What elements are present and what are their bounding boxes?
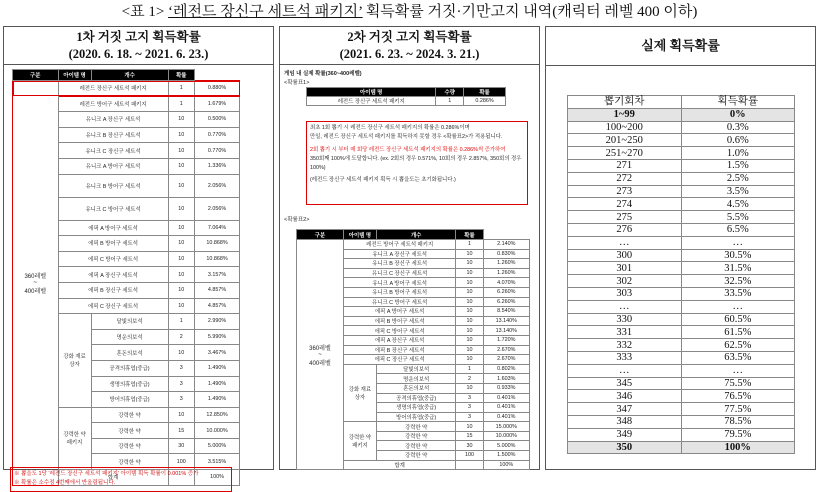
panel-second-false-notice xyxy=(279,26,540,470)
item-count: 10 xyxy=(456,345,483,355)
item-prob: 0.401% xyxy=(483,403,529,413)
title-prefix: <표 1> xyxy=(121,4,169,20)
item-count: 3 xyxy=(168,360,194,376)
table-row xyxy=(297,240,530,250)
acquire-prob: 31.5% xyxy=(681,262,795,275)
item-name: 생명의휴엽(중급) xyxy=(91,376,168,392)
item-name: 강력한 약 xyxy=(91,407,168,423)
mini-table-header xyxy=(307,88,506,97)
item-count: 30 xyxy=(456,441,483,451)
item-name: 강력한 약 xyxy=(376,441,455,451)
panel2-subtitle: 게임 내 실제 확률(360~400레벨) xyxy=(284,71,362,77)
item-prob: 3.467% xyxy=(195,345,240,361)
item-prob: 6.260% xyxy=(483,297,529,307)
item-name: 에픽 B 방어구 세트석 xyxy=(343,316,455,326)
panel2-label2: <확률표2> xyxy=(284,217,310,223)
draw-round: 350 xyxy=(568,441,682,454)
item-count: 10 xyxy=(456,422,483,432)
panel2-heading: 2차 거짓 고지 획득확률 xyxy=(347,30,472,44)
table-header xyxy=(13,70,240,81)
item-prob: 1.336% xyxy=(195,158,240,174)
item-prob: 2.670% xyxy=(483,355,529,365)
header-item: 아이템 명 xyxy=(58,70,91,81)
total-label: 합계 xyxy=(58,470,168,486)
box-line5: (레전드 장신구 세트석 패키지 획득 시 뽑을도는 초기화됩니다.) xyxy=(310,177,456,183)
item-prob: 2.670% xyxy=(483,345,529,355)
item-prob: 0.770% xyxy=(195,127,240,143)
panel1-heading: 1차 거짓 고지 획득확률 xyxy=(76,30,201,44)
item-count: 2 xyxy=(168,329,194,345)
header-item: 아이템 명 xyxy=(343,230,376,240)
draw-round: 346 xyxy=(568,390,682,403)
mini-table-row xyxy=(307,97,506,106)
acquire-prob: 79.5% xyxy=(681,428,795,441)
item-count: 10 xyxy=(168,220,194,236)
table-row xyxy=(568,159,795,172)
item-prob: 0.933% xyxy=(483,383,529,393)
item-count: 10 xyxy=(168,282,194,298)
item-count: 1 xyxy=(456,364,483,374)
item-prob: 0.802% xyxy=(483,364,529,374)
draw-round: 275 xyxy=(568,211,682,224)
item-name: 강력한 약 xyxy=(376,431,455,441)
mini-header-prob: 확률 xyxy=(464,88,506,97)
item-prob: 4.857% xyxy=(195,298,240,314)
item-count: 1 xyxy=(168,81,194,97)
item-prob: 7.064% xyxy=(195,220,240,236)
item-name: 강력한 약 xyxy=(91,423,168,439)
panel-actual-prob xyxy=(545,26,816,470)
item-prob: 0.770% xyxy=(195,143,240,159)
item-prob: 1.490% xyxy=(195,392,240,408)
item-prob: 13.140% xyxy=(483,316,529,326)
subgroup-label-cell: 강력한 약 패키지 xyxy=(343,422,376,460)
draw-round: 302 xyxy=(568,275,682,288)
table-row xyxy=(568,211,795,224)
item-prob: 13.140% xyxy=(483,326,529,336)
box-line1: 최초 1회 뽑기 시 레전드 장신구 세트석 패키지의 확률은 0.286%이며 xyxy=(310,125,470,131)
item-prob: 2.056% xyxy=(195,197,240,220)
item-name: 유니크 A 장신구 세트석 xyxy=(58,112,168,128)
draw-round: 347 xyxy=(568,403,682,416)
draw-round: 303 xyxy=(568,287,682,300)
acquire-prob: 100% xyxy=(681,441,795,454)
panel-first-false-notice xyxy=(3,26,274,486)
item-count: 3 xyxy=(456,393,483,403)
draw-round: 349 xyxy=(568,428,682,441)
item-count: 3 xyxy=(456,403,483,413)
table-row xyxy=(568,441,795,454)
draw-round: 300 xyxy=(568,249,682,262)
item-name: 공격의휴엽(중급) xyxy=(376,393,455,403)
acquire-prob: 1.5% xyxy=(681,159,795,172)
item-name: 유니크 C 방어구 세트석 xyxy=(58,197,168,220)
draw-round: 271 xyxy=(568,159,682,172)
item-name: 강력한 약 xyxy=(376,451,455,461)
header-group: 구분 xyxy=(297,230,344,240)
table-row xyxy=(568,339,795,352)
item-prob: 0.500% xyxy=(195,112,240,128)
item-count: 10 xyxy=(456,383,483,393)
table-row xyxy=(568,223,795,236)
item-name: 달빛의보석 xyxy=(91,314,168,330)
item-count: 10 xyxy=(456,268,483,278)
item-name: 유니크 C 방어구 세트석 xyxy=(343,297,455,307)
item-count: 1 xyxy=(168,96,194,112)
panel1-period: (2020. 6. 18. ~ 2021. 6. 23.) xyxy=(68,47,209,61)
item-name: 에픽 C 방어구 세트석 xyxy=(343,326,455,336)
draw-round: 100~200 xyxy=(568,121,682,134)
acquire-prob: 0.6% xyxy=(681,134,795,147)
item-prob: 2.140% xyxy=(483,240,529,250)
item-name: 혼돈의보석 xyxy=(376,383,455,393)
item-count: 10 xyxy=(456,355,483,365)
table-row xyxy=(568,236,795,249)
subgroup-label-cell: 강화 재료 상자 xyxy=(58,314,91,408)
item-prob: 2.990% xyxy=(195,314,240,330)
item-prob: 1.260% xyxy=(483,259,529,269)
item-prob: 5.000% xyxy=(483,441,529,451)
group-label-line: ~ xyxy=(33,279,38,286)
header-count: 개수 xyxy=(376,230,455,240)
item-prob: 1.490% xyxy=(195,376,240,392)
draw-round: … xyxy=(568,300,682,313)
header-count: 개수 xyxy=(91,70,168,81)
item-name: 유니크 B 장신구 세트석 xyxy=(58,127,168,143)
table-row xyxy=(568,390,795,403)
item-count: 1 xyxy=(168,314,194,330)
item-count: 10 xyxy=(168,197,194,220)
panel2-label1: <확률표1> xyxy=(284,80,310,86)
item-count: 10 xyxy=(168,251,194,267)
item-count: 10 xyxy=(456,335,483,345)
item-name: 공격의휴엽(중급) xyxy=(91,360,168,376)
item-count: 10 xyxy=(456,287,483,297)
item-name: 유니크 A 장신구 세트석 xyxy=(343,249,455,259)
draw-round: 345 xyxy=(568,377,682,390)
item-count: 15 xyxy=(456,431,483,441)
table-row xyxy=(568,377,795,390)
item-count: 10 xyxy=(168,345,194,361)
item-count: 3 xyxy=(456,412,483,422)
table-row xyxy=(568,364,795,377)
item-prob: 3.157% xyxy=(195,267,240,283)
table-row xyxy=(568,108,795,121)
acquire-prob: 0% xyxy=(681,108,795,121)
table-row xyxy=(568,121,795,134)
panel1-header xyxy=(4,27,273,65)
item-count: 100 xyxy=(456,451,483,461)
item-name: 혼돈의보석 xyxy=(91,345,168,361)
item-prob: 10.868% xyxy=(195,236,240,252)
table-row xyxy=(568,172,795,185)
group-label-cell xyxy=(13,81,59,486)
table-row xyxy=(568,415,795,428)
item-name: 레전드 방어구 세트석 패키지 xyxy=(343,240,455,250)
item-count: 3 xyxy=(168,392,194,408)
item-name: 유니크 B 방어구 세트석 xyxy=(343,287,455,297)
acquire-prob: 76.5% xyxy=(681,390,795,403)
title-suffix: 획득확률 거짓·기만고지 내역(캐릭터 레벨 400 이하) xyxy=(362,4,698,20)
table-row xyxy=(568,428,795,441)
acquire-prob: 2.5% xyxy=(681,172,795,185)
item-name: 에픽 C 장신구 세트석 xyxy=(343,355,455,365)
item-name: 유니크 C 장신구 세트석 xyxy=(58,143,168,159)
group-label-line: 360레벨 xyxy=(24,273,47,280)
acquire-prob: … xyxy=(681,300,795,313)
table-row xyxy=(568,249,795,262)
table-row xyxy=(568,275,795,288)
total-prob: 100% xyxy=(195,470,240,486)
table-row xyxy=(568,147,795,160)
mini-header-item: 아이템 명 xyxy=(307,88,436,97)
item-prob: 15.000% xyxy=(483,422,529,432)
table-row xyxy=(568,262,795,275)
draw-round: 251~270 xyxy=(568,147,682,160)
item-prob: 1.720% xyxy=(483,335,529,345)
acquire-prob: 6.5% xyxy=(681,223,795,236)
item-prob: 1.490% xyxy=(195,360,240,376)
item-name: 에픽 C 방어구 세트석 xyxy=(58,251,168,267)
draw-round: 348 xyxy=(568,415,682,428)
table-row xyxy=(568,313,795,326)
panel3-heading: 실제 획득확률 xyxy=(546,27,815,66)
item-count: 10 xyxy=(456,259,483,269)
item-count: 10 xyxy=(456,307,483,317)
item-count: 10 xyxy=(456,316,483,326)
item-prob: 0.401% xyxy=(483,412,529,422)
item-count: 10 xyxy=(168,143,194,159)
total-label: 합계 xyxy=(343,460,455,470)
group-label-line: 360레벨 xyxy=(309,345,331,352)
header-prob: 확률 xyxy=(168,70,194,81)
draw-round: … xyxy=(568,364,682,377)
item-count: 100 xyxy=(168,454,194,470)
item-prob: 10.000% xyxy=(195,423,240,439)
item-name: 에픽 A 장신구 세트석 xyxy=(343,335,455,345)
acquire-prob: … xyxy=(681,236,795,249)
panel1-note: ※ 뽑을도 1당 ‘레전드 장신구 세트석 패키지’ 아이템 획득 확률이 0.001% 증가 xyxy=(14,471,199,477)
panel1-note-box xyxy=(10,467,232,492)
subgroup-label-cell: 강력한 약 패키지 xyxy=(58,407,91,469)
item-prob: 0.880% xyxy=(195,81,240,97)
item-name: 강력한 약 xyxy=(91,454,168,470)
item-name: 유니크 A 방어구 세트석 xyxy=(343,278,455,288)
item-prob: 10.000% xyxy=(483,431,529,441)
item-prob: 0.401% xyxy=(483,393,529,403)
group-label-cell xyxy=(297,240,344,470)
panel2-header xyxy=(280,27,539,65)
acquire-prob: 0.3% xyxy=(681,121,795,134)
item-name: 에픽 B 방어구 세트석 xyxy=(58,236,168,252)
acquire-prob: 33.5% xyxy=(681,287,795,300)
item-count: 2 xyxy=(456,374,483,384)
draw-round: 333 xyxy=(568,351,682,364)
item-name: 강력한 약 xyxy=(376,422,455,432)
item-name: 명운의보석 xyxy=(91,329,168,345)
table-row xyxy=(568,134,795,147)
title-package-name: ‘레전드 장신구 세트석 패키지’ xyxy=(168,4,363,20)
draw-round: 301 xyxy=(568,262,682,275)
item-prob: 4.857% xyxy=(195,282,240,298)
group-label-line: 400레벨 xyxy=(309,360,331,367)
acquire-prob: 1.0% xyxy=(681,147,795,160)
panel2-prob-table xyxy=(296,229,530,470)
item-name: 유니크 B 장신구 세트석 xyxy=(343,259,455,269)
table-row xyxy=(568,326,795,339)
draw-round: 330 xyxy=(568,313,682,326)
item-name: 에픽 B 장신구 세트석 xyxy=(343,345,455,355)
header-acquire-prob: 획득확률 xyxy=(681,96,795,109)
acquire-prob: 5.5% xyxy=(681,211,795,224)
item-name: 강력한 약 xyxy=(91,438,168,454)
document-title xyxy=(0,2,819,22)
draw-round: 331 xyxy=(568,326,682,339)
draw-round: 276 xyxy=(568,223,682,236)
item-prob: 5.000% xyxy=(195,438,240,454)
item-name: 에픽 B 장신구 세트석 xyxy=(58,282,168,298)
draw-round: 274 xyxy=(568,198,682,211)
item-count: 10 xyxy=(168,236,194,252)
item-name: 유니크 A 방어구 세트석 xyxy=(58,158,168,174)
item-count: 30 xyxy=(168,438,194,454)
table-row xyxy=(568,198,795,211)
subgroup-label-cell: 강화 재료 상자 xyxy=(343,364,376,422)
draw-round: 332 xyxy=(568,339,682,352)
item-prob: 1.679% xyxy=(195,96,240,112)
acquire-prob: 60.5% xyxy=(681,313,795,326)
item-name: 에픽 C 장신구 세트석 xyxy=(58,298,168,314)
draw-round: 272 xyxy=(568,172,682,185)
draw-round: 201~250 xyxy=(568,134,682,147)
box-line3: 2회 뽑기 시 부터 매 회당 레전드 장신구 세트석 패키지의 확률은 0.286%씩 증가하여 xyxy=(310,147,506,153)
panel1-prob-table xyxy=(12,69,240,486)
acquire-prob: … xyxy=(681,364,795,377)
table-row xyxy=(568,403,795,416)
panel3-prob-table xyxy=(567,95,795,454)
item-name: 에픽 A 방어구 세트석 xyxy=(58,220,168,236)
item-count: 3 xyxy=(168,376,194,392)
total-prob: 100% xyxy=(483,460,529,470)
table-row xyxy=(568,185,795,198)
table-row xyxy=(568,287,795,300)
acquire-prob: 4.5% xyxy=(681,198,795,211)
acquire-prob: 77.5% xyxy=(681,403,795,416)
item-prob: 3.515% xyxy=(195,454,240,470)
item-prob: 10.868% xyxy=(195,251,240,267)
item-prob: 0.830% xyxy=(483,249,529,259)
mini-row-count: 1 xyxy=(436,97,464,106)
item-count: 10 xyxy=(456,249,483,259)
item-count: 10 xyxy=(168,174,194,197)
panel2-period: (2021. 6. 23. ~ 2024. 3. 21.) xyxy=(339,47,480,61)
item-prob: 8.540% xyxy=(483,307,529,317)
mini-header-count: 수량 xyxy=(436,88,464,97)
header-draw-round: 뽑기회차 xyxy=(568,96,682,109)
total-count xyxy=(456,460,483,470)
acquire-prob: 62.5% xyxy=(681,339,795,352)
draw-round: 273 xyxy=(568,185,682,198)
draw-round: 1~99 xyxy=(568,108,682,121)
item-name: 방어의휴엽(중급) xyxy=(376,412,455,422)
item-count: 10 xyxy=(168,407,194,423)
item-count: 1 xyxy=(456,240,483,250)
item-name: 명운의보석 xyxy=(376,374,455,384)
item-name: 에픽 A 장신구 세트석 xyxy=(58,267,168,283)
acquire-prob: 61.5% xyxy=(681,326,795,339)
item-count: 15 xyxy=(168,423,194,439)
item-count: 10 xyxy=(456,326,483,336)
acquire-prob: 32.5% xyxy=(681,275,795,288)
group-label-line: ~ xyxy=(318,351,322,358)
panel2-mini-table xyxy=(306,87,506,106)
header-group: 구분 xyxy=(13,70,59,81)
panel1-note2: ※ 확률은 소수점 4번째에서 반올림됩니다. xyxy=(14,480,116,486)
item-prob: 1.260% xyxy=(483,268,529,278)
item-name: 생명의휴엽(중급) xyxy=(376,403,455,413)
draw-round: … xyxy=(568,236,682,249)
acquire-prob: 3.5% xyxy=(681,185,795,198)
box-line4: 350회째 100%에 도달합니다. (ex. 2회의 경우 0.571%, 10회의 경우 2.857%, 350회의 경우 100%) xyxy=(310,156,522,171)
item-name: 달빛의보석 xyxy=(376,364,455,374)
item-count: 10 xyxy=(168,112,194,128)
item-count: 10 xyxy=(456,278,483,288)
acquire-prob: 63.5% xyxy=(681,351,795,364)
item-name: 유니크 C 장신구 세트석 xyxy=(343,268,455,278)
mini-row-prob: 0.286% xyxy=(464,97,506,106)
item-name: 레전드 방어구 세트석 패키지 xyxy=(58,96,168,112)
table-header xyxy=(297,230,530,240)
panel2-explanation-box xyxy=(306,121,528,205)
item-prob: 5.990% xyxy=(195,329,240,345)
table-row xyxy=(568,300,795,313)
item-prob: 12.850% xyxy=(195,407,240,423)
item-count: 10 xyxy=(168,158,194,174)
item-prob: 1.603% xyxy=(483,374,529,384)
acquire-prob: 78.5% xyxy=(681,415,795,428)
table-header xyxy=(568,96,795,109)
box-line2: 만일, 레전드 장신구 세트석 패키지를 획득하지 못할 경우 <확률표2>가 적용됩니다. xyxy=(310,134,503,140)
item-name: 레전드 장신구 세트석 패키지 xyxy=(58,81,168,97)
mini-row-name: 레전드 장신구 세트석 패키지 xyxy=(307,97,436,106)
item-count: 10 xyxy=(168,298,194,314)
item-prob: 4.070% xyxy=(483,278,529,288)
acquire-prob: 75.5% xyxy=(681,377,795,390)
item-prob: 1.500% xyxy=(483,451,529,461)
header-prob: 확률 xyxy=(456,230,483,240)
table-row xyxy=(13,81,240,97)
item-name: 유니크 B 방어구 세트석 xyxy=(58,174,168,197)
group-label-line: 400레벨 xyxy=(24,288,47,295)
item-prob: 2.056% xyxy=(195,174,240,197)
item-name: 방어의휴엽(중급) xyxy=(91,392,168,408)
acquire-prob: 30.5% xyxy=(681,249,795,262)
item-count: 10 xyxy=(456,297,483,307)
item-prob: 6.260% xyxy=(483,287,529,297)
table-row xyxy=(568,351,795,364)
item-name: 에픽 A 방어구 세트석 xyxy=(343,307,455,317)
item-count: 10 xyxy=(168,127,194,143)
item-count: 10 xyxy=(168,267,194,283)
